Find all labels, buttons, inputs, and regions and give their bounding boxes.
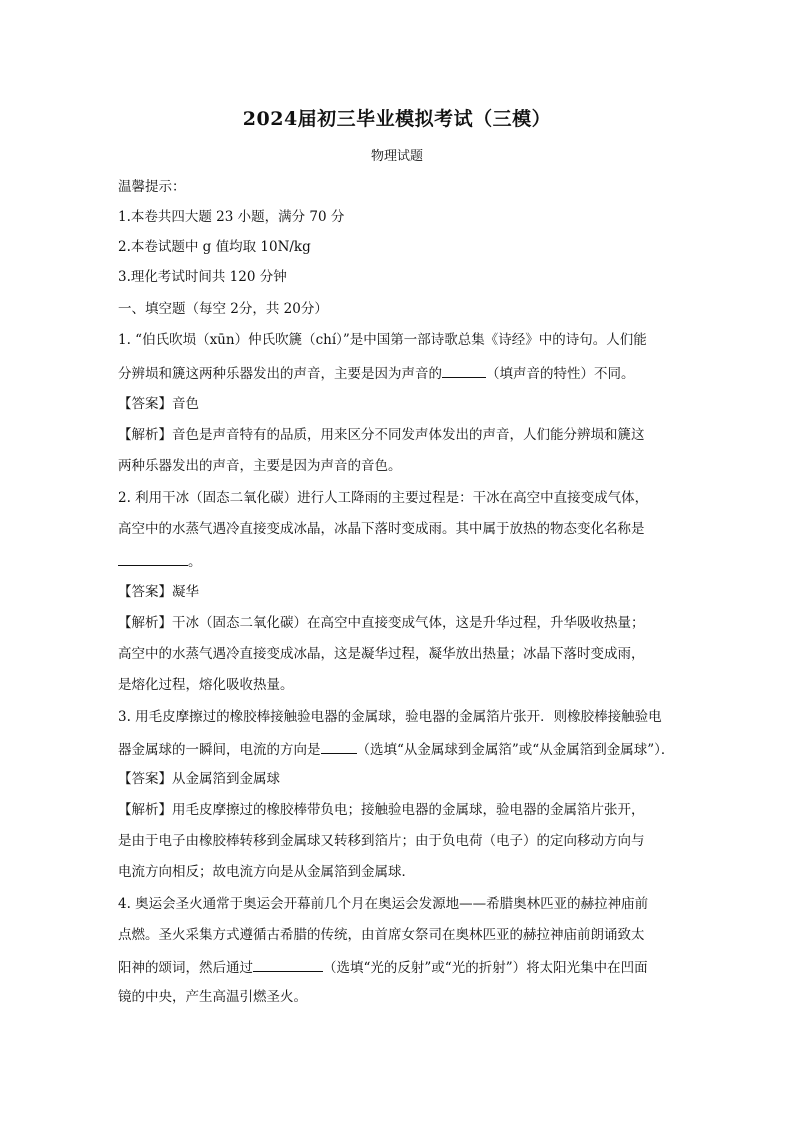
q2-analysis-line-1 [118, 614, 645, 632]
q4-answer-blank [253, 957, 323, 972]
answer-tag: 【答案】 [118, 396, 172, 412]
q2-text-line-1: 2. 利用干冰（固态二氧化碳）进行人工降雨的主要过程是：干冰在高空中直接变成气体， [118, 490, 649, 506]
q3-analysis-line-1 [118, 801, 645, 819]
q1-text-line-2 [118, 363, 635, 383]
q1-text-part-a: 分辨埙和篪这两种乐器发出的声音，主要是因为声音的 [118, 366, 442, 382]
analysis-tag: 【解析】 [118, 427, 172, 443]
q1-answer-text: 音色 [172, 396, 199, 412]
q3-answer [118, 770, 280, 788]
q3-analysis-line-3: 电流方向相反；故电流方向是从金属箔到金属球． [118, 864, 415, 880]
notice-item-2: 2.本卷试题中 g 值均取 10N/kg [118, 239, 311, 255]
q1-analysis-line-1 [118, 426, 645, 444]
q4-text-part-a: 阳神的颂词，然后通过 [118, 960, 253, 976]
page-subtitle: 物理试题 [370, 149, 423, 164]
answer-tag: 【答案】 [118, 771, 172, 787]
q2-text-line-2: 高空中的水蒸气遇冷直接变成冰晶，冰晶下落时变成雨。其中属于放热的物态变化名称是 [118, 521, 645, 537]
analysis-tag: 【解析】 [118, 802, 172, 818]
q1-text-part-b: （填声音的特性）不同。 [486, 366, 635, 382]
q2-text-line-3 [118, 551, 202, 571]
q3-answer-text: 从金属箔到金属球 [172, 771, 280, 787]
q2-answer-text: 凝华 [172, 584, 199, 600]
notice-heading: 温馨提示： [118, 179, 186, 195]
q2-analysis-line-2: 高空中的水蒸气遇冷直接变成冰晶，这是凝华过程，凝华放出热量；冰晶下落时变成雨， [118, 646, 645, 662]
q3-answer-blank [321, 739, 357, 754]
answer-tag: 【答案】 [118, 584, 172, 600]
q2-analysis-text-1: 干冰（固态二氧化碳）在高空中直接变成气体，这是升华过程，升华吸收热量； [172, 615, 645, 631]
q2-text-end: 。 [188, 554, 202, 570]
q4-text-part-b: （选填“光的反射”或“光的折射”）将太阳光集中在凹面 [323, 960, 648, 976]
q1-text-line-1: 1. “伯氏吹埙（xūn）仲氏吹篪（chí）”是中国第一部诗歌总集《诗经》中的诗句。人们能 [118, 332, 647, 348]
q3-text-line-2 [118, 739, 674, 759]
q4-text-line-1: 4. 奥运会圣火通常于奥运会开幕前几个月在奥运会发源地——希腊奥林匹亚的赫拉神庙前 [118, 896, 649, 912]
q3-analysis-line-2: 是由于电子由橡胶棒转移到金属球又转移到箔片；由于负电荷（电子）的定向移动方向与 [118, 833, 645, 849]
q1-answer-blank [442, 363, 486, 378]
q4-text-line-4: 镜的中央，产生高温引燃圣火。 [118, 989, 307, 1005]
q1-analysis-text-1: 音色是声音特有的品质，用来区分不同发声体发出的声音，人们能分辨埙和篪这 [172, 427, 645, 443]
q2-answer [118, 583, 199, 601]
q3-analysis-text-1: 用毛皮摩擦过的橡胶棒带负电；接触验电器的金属球，验电器的金属箔片张开， [172, 802, 645, 818]
q2-answer-blank [118, 551, 188, 566]
q2-analysis-line-3: 是熔化过程，熔化吸收热量。 [118, 677, 294, 693]
q1-answer [118, 395, 199, 413]
q1-analysis-line-2: 两种乐器发出的声音，主要是因为声音的音色。 [118, 458, 402, 474]
q3-text-line-1: 3. 用毛皮摩擦过的橡胶棒接触验电器的金属球，验电器的金属箔片张开．则橡胶棒接触验电 [118, 709, 662, 725]
section-heading: 一、填空题（每空 2分，共 20分） [118, 301, 328, 317]
q4-text-line-3 [118, 957, 648, 977]
page-title: 2024届初三毕业模拟考试（三模） [242, 108, 552, 130]
analysis-tag: 【解析】 [118, 615, 172, 631]
q3-text-part-a: 器金属球的一瞬间，电流的方向是 [118, 742, 321, 758]
q4-text-line-2: 点燃。圣火采集方式遵循古希腊的传统，由首席女祭司在奥林匹亚的赫拉神庙前朗诵致太 [118, 927, 645, 943]
notice-item-1: 1.本卷共四大题 23 小题，满分 70 分 [118, 209, 345, 225]
notice-item-3: 3.理化考试时间共 120 分钟 [118, 269, 287, 285]
q3-text-part-b: （选填“从金属球到金属箔”或“从金属箔到金属球”）． [356, 742, 675, 758]
